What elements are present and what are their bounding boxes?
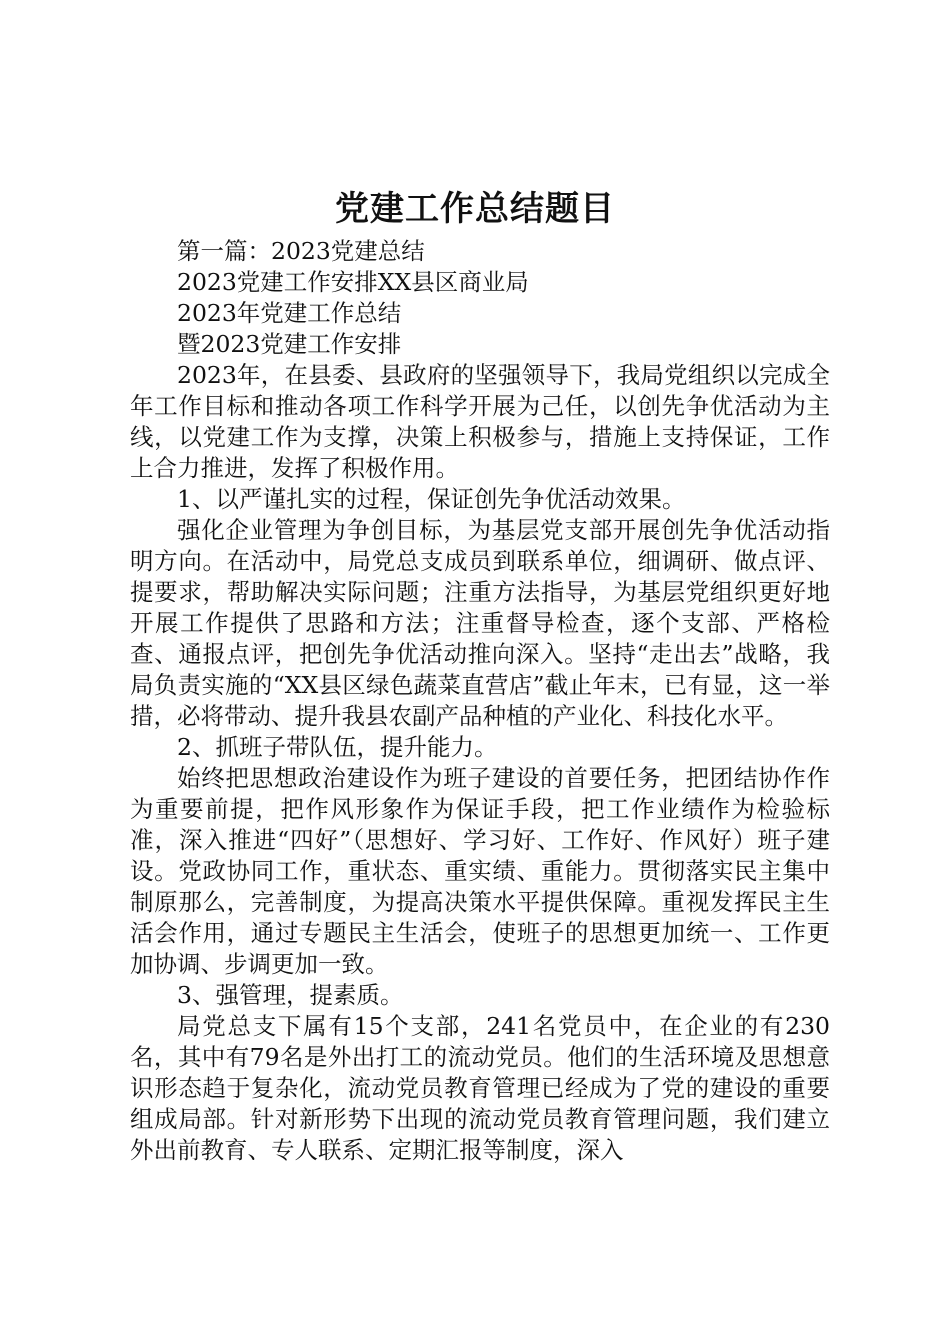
subheading-part-one: 第一篇：2023党建总结: [177, 237, 425, 265]
paragraph-intro: 2023年，在县委、县政府的坚强领导下，我局党组织以完成全年工作目标和推动各项工作科学开展为己任，以创先争优活动为主线，以党建工作为支撑，决策上积极参与，措施上支持保证，工作上合力推进，发挥了积极作用。: [130, 361, 830, 482]
subheading-work-summary: 2023年党建工作总结: [177, 299, 402, 327]
subheading-and-plan: 暨2023党建工作安排: [177, 330, 402, 358]
paragraph-section-2: 始终把思想政治建设作为班子建设的首要任务，把团结协作作为重要前提，把作风形象作为保证手段，把工作业绩作为检验标准，深入推进“四好”（思想好、学习好、工作好、作风好）班子建设。党政协同工作，重状态、重实绩、重能力。贯彻落实民主集中制原那么，完善制度，为提高决策水平提供保障。重视发挥民主生活会作用，通过专题民主生活会，使班子的思想更加统一、工作更加协调、步调更加一致。: [130, 764, 830, 978]
section-heading-2: 2、抓班子带队伍，提升能力。: [177, 733, 498, 761]
paragraph-section-1: 强化企业管理为争创目标，为基层党支部开展创先争优活动指明方向。在活动中，局党总支成员到联系单位，细调研、做点评、提要求，帮助解决实际问题；注重方法指导，为基层党组织更好地开展工作提供了思路和方法；注重督导检查，逐个支部、严格检查、通报点评，把创先争优活动推向深入。坚持“走出去”战略，我局负责实施的“XX县区绿色蔬菜直营店”截止年末，已有显，这一举措，必将带动、提升我县农副产品种植的产业化、科技化水平。: [130, 516, 830, 730]
section-heading-3: 3、强管理，提素质。: [177, 981, 404, 1009]
subheading-work-plan: 2023党建工作安排XX县区商业局: [177, 268, 529, 296]
document-body: [130, 236, 830, 1166]
section-heading-1: 1、以严谨扎实的过程，保证创先争优活动效果。: [177, 485, 686, 513]
document-title: 党建工作总结题目: [335, 189, 615, 229]
paragraph-section-3: 局党总支下属有15个支部，241名党员中，在企业的有230名，其中有79名是外出打工的流动党员。他们的生活环境及思想意识形态趋于复杂化，流动党员教育管理已经成为了党的建设的重要组成局部。针对新形势下出现的流动党员教育管理问题，我们建立外出前教育、专人联系、定期汇报等制度，深入: [130, 1012, 830, 1164]
